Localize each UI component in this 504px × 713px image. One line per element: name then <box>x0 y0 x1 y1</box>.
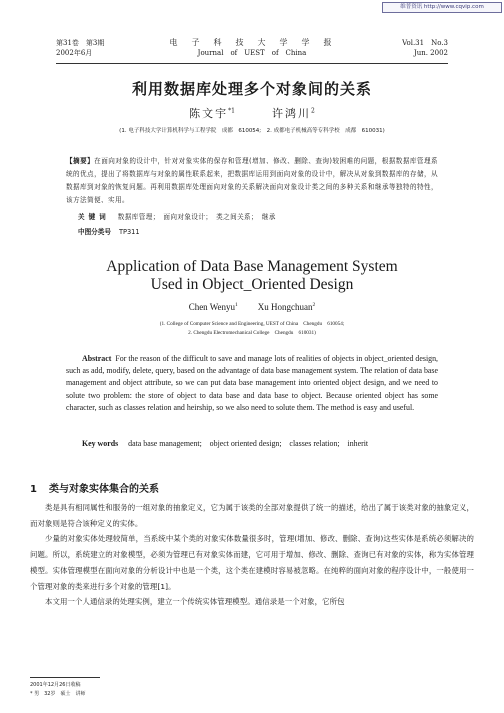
footnote-divider <box>30 677 100 678</box>
header-volume-en <box>402 38 448 58</box>
paper-title-en-line1: Application of Data Base Management System <box>106 258 398 275</box>
author-2-en: Xu Hongchuan <box>257 302 313 312</box>
author-1-mark: *1 <box>228 107 235 115</box>
classification-cn <box>78 226 140 236</box>
classification-code: TP311 <box>118 228 140 236</box>
affiliation-en <box>0 320 504 338</box>
affiliation-cn: (1. 电子科技大学计算机科学与工程学院 成都 610054; 2. 成都电子机械高等专科学校 成都 610031) <box>119 128 385 134</box>
classification-label: 中图分类号 <box>78 228 111 236</box>
keywords-en <box>82 438 368 449</box>
section-number: 1 <box>30 484 37 495</box>
header-volume-issue: 第31卷 第3期 <box>56 39 105 47</box>
abstract-cn <box>66 155 438 207</box>
abstract-en-text: For the reason of the difficult to save and manage lots of realities of objects in object_oriented design, such as add, modify, delete, query, based on the advantage of data base management system. The relation of data base management and object attribute, so we can put data base management into oriented object design, and we need to solute two problem: the store of object to data base and data base to object. Because oriented object has some character, such as classes relation and heirship, so we also need to solute them. The method is easy and useful. <box>66 354 438 412</box>
body-paragraph-1: 类是具有相同属性和服务的一组对象的抽象定义，它为属于该类的全部对象提供了统一的描述，给出了属于该类对象的抽象定义，而对象则是符合该种定义的实体。 <box>30 503 474 528</box>
abstract-en-label: Abstract <box>82 354 112 363</box>
author-1-en-mark: 1 <box>235 302 238 308</box>
body-paragraph-3: 本文用一个人通信录的处理实例，建立一个传统实体管理模型。通信录是一个对象，它所包 <box>45 597 345 607</box>
section-heading <box>30 480 159 495</box>
footnote <box>30 681 85 699</box>
author-1-en: Chen Wenyu <box>188 302 236 312</box>
paper-title-en-line2: Used in Object_Oriented Design <box>150 276 354 293</box>
author-2-mark: 2 <box>311 107 315 115</box>
keywords-en-text: data base management; object oriented design; classes relation; inherit <box>128 439 369 448</box>
abstract-en <box>66 353 438 414</box>
source-watermark[interactable]: 维普资讯 http://www.cqvip.com <box>382 2 502 13</box>
footnote-received: 2001年12月26日收稿 <box>30 682 81 688</box>
paper-title-cn: 利用数据库处理多个对象间的关系 <box>131 80 372 98</box>
header-date-cn: 2002年6月 <box>56 49 93 57</box>
section-body <box>30 500 474 610</box>
keywords-cn-text: 数据库管理； 面向对象设计； 类之间关系； 继承 <box>117 213 276 221</box>
abstract-cn-text: 在面向对象的设计中，针对对象实体的保存和管理(增加、修改、删除、查询)较困难的问题，根据数据库管理系统的优点，提出了将数据库与对象的属性联系起来，把数据库运用到面向对象的设计中，解决从对象到数据库的存储，从数据库到对象的恢复问题。再利用数据库处理面向对象的关系解决面向对象设计类之间的多种关系和继承等独特的特性，该方法简便、实用。 <box>66 157 438 204</box>
keywords-cn-label: 关键词 <box>78 213 110 221</box>
header-volume-number: Vol.31 No.3 <box>402 39 448 47</box>
abstract-cn-label: 【摘要】 <box>66 157 95 165</box>
header-date-en: Jun. 2002 <box>413 49 448 57</box>
journal-name-cn: 电 子 科 技 大 学 学 报 <box>169 38 335 47</box>
affiliation-en-line1: (1. College of Computer Science and Engineering, UEST of China Chengdu 610054; <box>159 321 345 327</box>
author-1-cn: 陈文宇 <box>189 107 229 120</box>
author-2-en-mark: 2 <box>312 302 316 308</box>
section-title: 类与对象实体集合的关系 <box>48 484 159 495</box>
body-paragraph-2: 少量的对象实体处理较简单，当系统中某个类的对象实体数量很多时，管理(增加、修改、删除、查询)这些实体是系统必须解决的问题。所以，系统建立的对象模型，必须为管理已有对象实体而建，它可用于增加、修改、删除、查询已有对象的实体，称为实体管理模型。实体管理模型在面向对象的分析设计中也是一个类，这个类在建模时容易被忽略。在纯粹的面向对象的程序设计中，一般使用一个管理对象的类来进行多个对象的管理[1]。 <box>30 534 474 591</box>
header-divider <box>56 63 448 64</box>
authors-en <box>0 302 504 312</box>
author-2-cn: 许鸿川 <box>272 107 311 120</box>
footnote-author: * 男 32岁 硕士 讲师 <box>30 691 86 697</box>
journal-name-en: Journal of UEST of China <box>197 49 307 57</box>
keywords-cn <box>78 211 276 221</box>
authors-cn <box>0 105 504 121</box>
paper-title-en <box>0 258 504 294</box>
keywords-en-label: Key words <box>82 439 119 448</box>
header-volume-cn <box>56 38 104 58</box>
header-journal <box>152 38 352 58</box>
affiliation-en-line2: 2. Chengdu Electromechanical College Chengdu 610031) <box>188 330 316 336</box>
